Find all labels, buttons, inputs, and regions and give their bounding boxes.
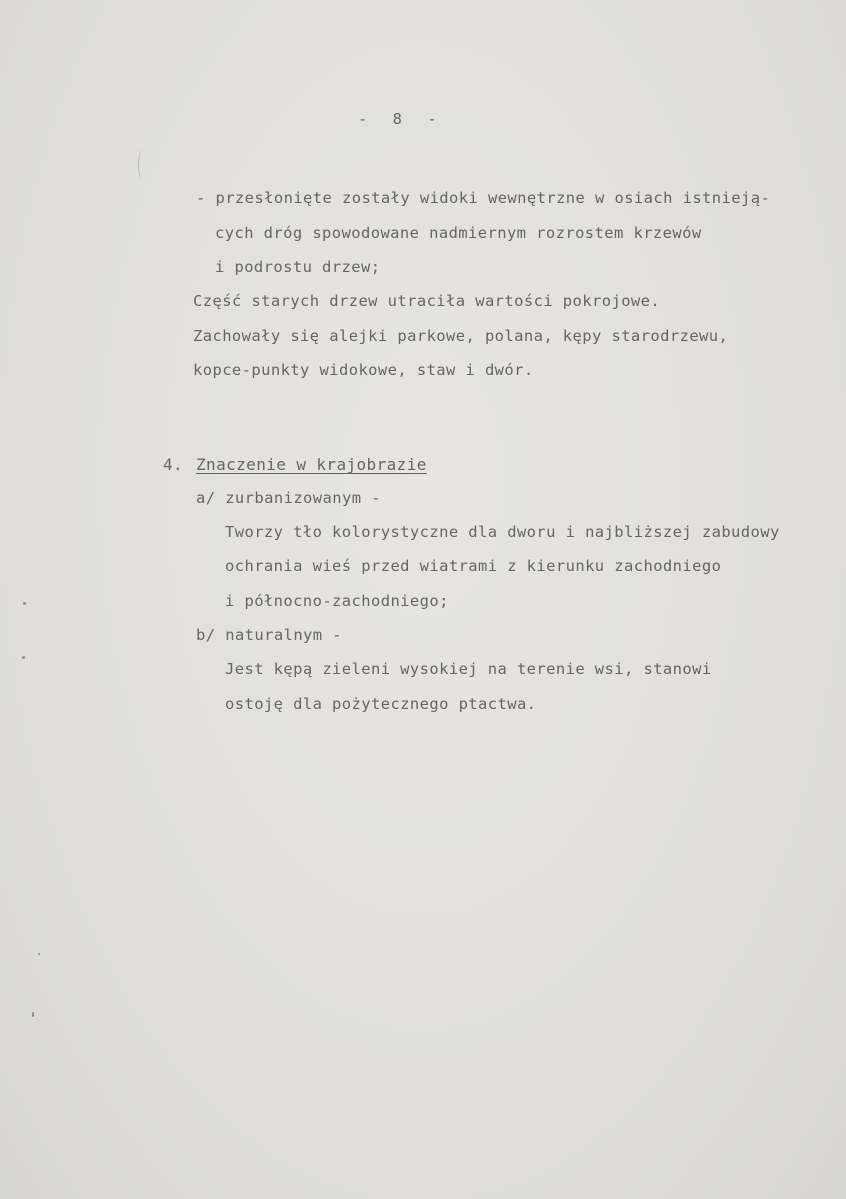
- margin-speck: [22, 656, 25, 659]
- page-number: - 8 -: [358, 110, 445, 128]
- paragraph-line: Tworzy tło kolorystyczne dla dworu i najbliższej zabudowy: [225, 523, 780, 541]
- paper-scratch: [138, 150, 147, 180]
- paragraph-line: ostoję dla pożytecznego ptactwa.: [225, 695, 537, 713]
- paragraph-line: kopce-punkty widokowe, staw i dwór.: [193, 361, 534, 379]
- section-title: Znaczenie w krajobrazie: [196, 455, 427, 474]
- paragraph-line: Jest kępą zieleni wysokiej na terenie wsi, stanowi: [225, 660, 712, 678]
- subsection-label-a: a/ zurbanizowanym -: [196, 489, 381, 507]
- paragraph-line: - przesłonięte zostały widoki wewnętrzne w osiach istnieją-: [196, 189, 771, 207]
- margin-speck: [38, 953, 40, 955]
- paragraph-line: i północno-zachodniego;: [225, 592, 449, 610]
- section-number: 4.: [163, 455, 184, 474]
- paragraph-line: Zachowały się alejki parkowe, polana, kępy starodrzewu,: [193, 327, 729, 345]
- margin-speck: [23, 602, 26, 605]
- paragraph-line: i podrostu drzew;: [215, 258, 381, 276]
- paragraph-line: Część starych drzew utraciła wartości pokrojowe.: [193, 292, 661, 310]
- subsection-label-b: b/ naturalnym -: [196, 626, 342, 644]
- paragraph-line: ochrania wieś przed wiatrami z kierunku zachodniego: [225, 557, 722, 575]
- margin-speck: [32, 1012, 34, 1017]
- paragraph-line: cych dróg spowodowane nadmiernym rozrostem krzewów: [215, 224, 702, 242]
